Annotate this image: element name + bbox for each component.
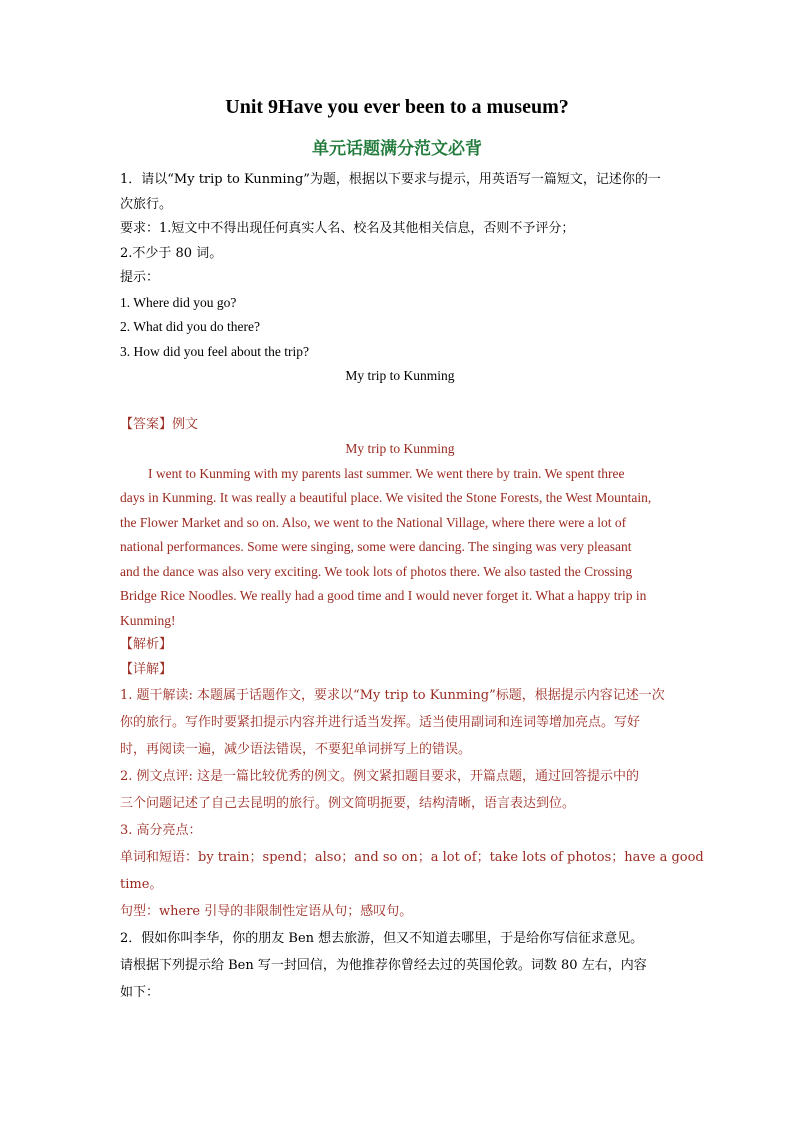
answer-line: days in Kunming. It was really a beautiful place. We visited the Stone Forests, the West Mountain, xyxy=(120,490,652,505)
answer-line: Kunming! xyxy=(120,612,176,628)
detail-label: 【详解】 xyxy=(120,661,173,677)
question-2-line: 请根据下列提示给 Ben 写一封回信，为他推荐你曾经去过的英国伦敦。词数 80 左右，内容 xyxy=(120,958,647,973)
detail-line: 2. 例文点评: 这是一篇比较优秀的例文。例文紧扣题目要求，开篇点题，通过回答提示中的 xyxy=(120,769,640,784)
answer-line: the Flower Market and so on. Also, we went to the National Village, where there were a lot of xyxy=(120,514,627,530)
answer-line: I went to Kunming with my parents last summer. We went there by train. We spent three xyxy=(148,465,625,481)
answer-title: My trip to Kunming xyxy=(345,441,455,456)
answer-line: national performances. Some were singing, some were dancing. The singing was very pleasant xyxy=(120,539,632,554)
detail-line: time。 xyxy=(120,877,163,892)
document-body xyxy=(120,168,704,1006)
hint-item: 1. Where did you go? xyxy=(120,294,237,310)
page-title: Unit 9Have you ever been to a museum? xyxy=(225,96,569,118)
answer-line: Bridge Rice Noodles. We really had a good time and I would never forget it. What a happy trip in xyxy=(120,588,647,603)
analysis-label: 【解析】 xyxy=(120,637,173,652)
spacer xyxy=(120,389,680,413)
essay-title: My trip to Kunming xyxy=(345,368,455,383)
detail-line: 三个问题记述了自己去昆明的旅行。例文简明扼要，结构清晰，语言表达到位。 xyxy=(120,796,576,811)
question-1-prompt-line-1: 1．请以“My trip to Kunming”为题，根据以下要求与提示，用英语写一篇短文，记述你的一 xyxy=(120,172,661,187)
detail-line: 句型：where 引导的非限制性定语从句；感叹句。 xyxy=(120,904,413,919)
answer-line: and the dance was also very exciting. We took lots of photos there. We also tasted the Crossing xyxy=(120,563,633,579)
hint-label: 提示： xyxy=(120,270,160,285)
hint-item: 3. How did you feel about the trip? xyxy=(120,343,309,359)
question-1-prompt-line-2: 次旅行。 xyxy=(120,196,173,212)
answer-label: 【答案】例文 xyxy=(120,416,199,432)
question-1-requirement-2: 2.不少于 80 词。 xyxy=(120,245,223,261)
question-1-requirement-1: 要求：1.短文中不得出现任何真实人名、校名及其他相关信息，否则不予评分； xyxy=(120,221,575,236)
detail-line: 3. 高分亮点： xyxy=(120,823,202,838)
detail-line: 时，再阅读一遍，减少语法错误，不要犯单词拼写上的错误。 xyxy=(120,742,472,757)
hint-item: 2. What did you do there? xyxy=(120,319,260,334)
detail-line: 你的旅行。写作时要紧扣提示内容并进行适当发挥。适当使用副词和连词等增加亮点。写好 xyxy=(120,715,641,730)
detail-line: 单词和短语：by train；spend；also；and so on；a lot of；take lots of photos；have a good xyxy=(120,850,704,865)
detail-line: 1. 题干解读: 本题属于话题作文，要求以“My trip to Kunming”标题，根据提示内容记述一次 xyxy=(120,688,665,703)
question-2-line: 2．假如你叫李华，你的朋友 Ben 想去旅游，但又不知道去哪里，于是给你写信征求意见。 xyxy=(120,931,644,946)
page-subtitle: 单元话题满分范文必背 xyxy=(312,139,482,159)
question-2-line: 如下： xyxy=(120,985,160,1000)
